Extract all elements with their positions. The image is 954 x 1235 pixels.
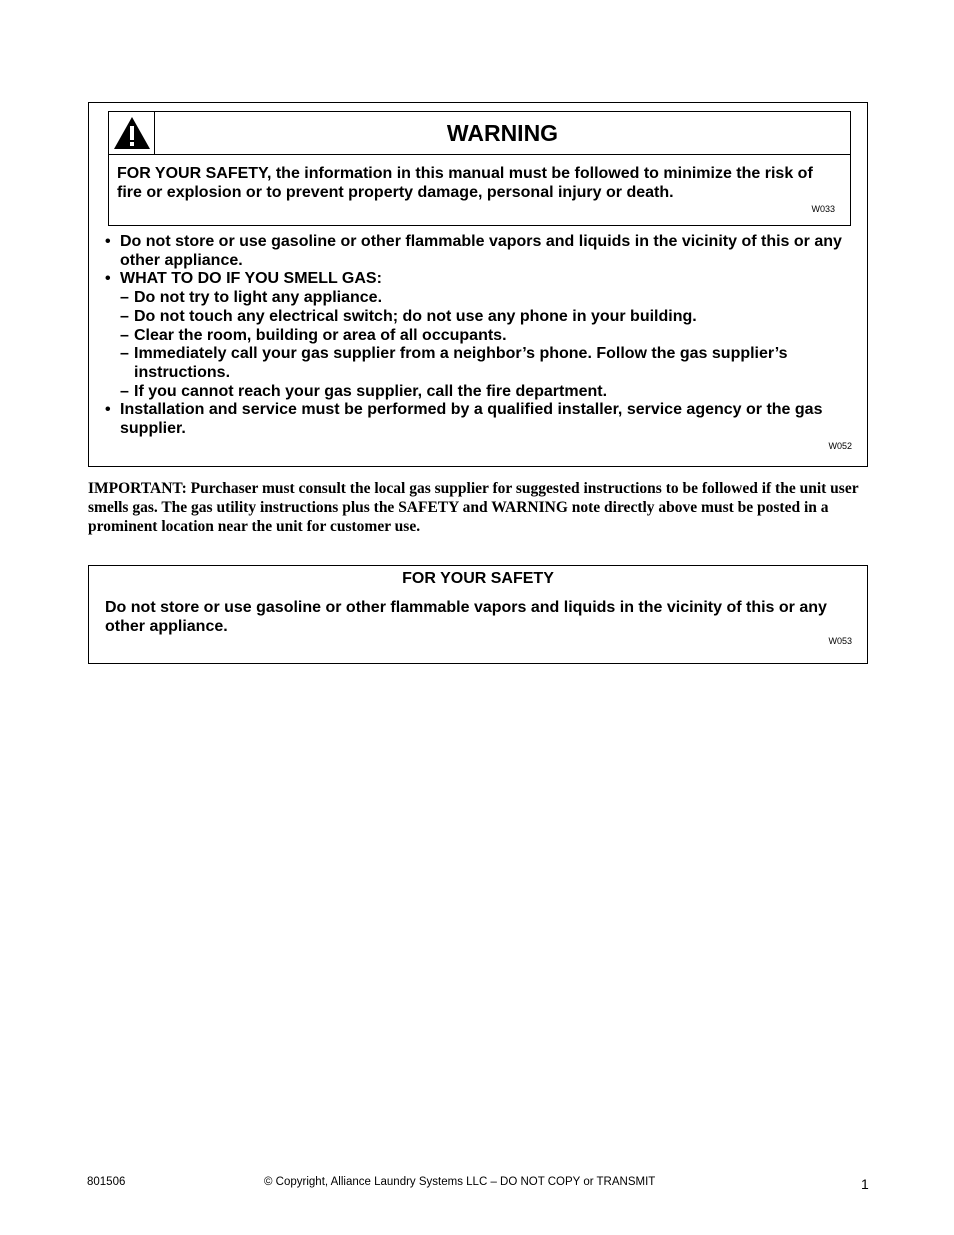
footer-doc-number: 801506	[87, 1176, 126, 1188]
footer-page-number: 1	[861, 1176, 869, 1192]
dash-mark: –	[120, 307, 129, 325]
bullet-mark: •	[105, 401, 111, 419]
warning-instructions-list	[103, 233, 853, 439]
bullet-mark: •	[105, 270, 111, 288]
warning-bullet-item	[103, 233, 853, 270]
important-note: IMPORTANT: Purchaser must consult the local gas supplier for suggested instructions to be followed if the unit user smells gas. The gas utility instructions plus the SAFETY and WARNING note directly above must be posted in a prominent location near the unit for customer use.	[88, 480, 859, 535]
warning-item-text: Do not store or use gasoline or other flammable vapors and liquids in the vicinity of this or any other appliance.	[120, 233, 842, 269]
warning-item-text: Installation and service must be performed by a qualified installer, service agency or the gas supplier.	[120, 401, 823, 438]
warning-item-text: If you cannot reach your gas supplier, call the fire department.	[134, 382, 608, 400]
safety-box	[88, 565, 868, 664]
warning-dash-item	[103, 327, 853, 346]
warning-dash-item	[103, 289, 853, 308]
warning-dash-item	[103, 345, 853, 382]
warning-item-text: Clear the room, building or area of all occupants.	[134, 326, 507, 344]
warning-title: WARNING	[446, 119, 559, 146]
warning-dash-item	[103, 383, 853, 402]
warning-bullet-item	[103, 270, 853, 289]
warning-dash-item	[103, 308, 853, 327]
warning-item-text: Do not try to light any appliance.	[134, 289, 383, 307]
footer-copyright: © Copyright, Alliance Laundry Systems LLC – DO NOT COPY or TRANSMIT	[264, 1176, 656, 1188]
safety-box-title: FOR YOUR SAFETY	[402, 570, 554, 587]
safety-box-text: Do not store or use gasoline or other flammable vapors and liquids in the vicinity of this or any other appliance.	[105, 599, 827, 635]
dash-mark: –	[120, 345, 129, 363]
warning-item-text: Do not touch any electrical switch; do not use any phone in your building.	[134, 307, 697, 325]
warning-list-code: W052	[828, 441, 852, 451]
warning-intro-code: W033	[811, 204, 835, 214]
warning-item-text: Immediately call your gas supplier from a neighbor’s phone. Follow the gas supplier’s instructions.	[134, 345, 788, 381]
dash-mark: –	[120, 289, 129, 307]
safety-box-code: W053	[828, 636, 852, 646]
warning-box	[88, 102, 868, 467]
dash-mark: –	[120, 382, 129, 400]
warning-icon-cell	[109, 112, 155, 154]
safety-intro-text: FOR YOUR SAFETY, the information in this manual must be followed to minimize the risk of fire or explosion or to prevent property damage, personal injury or death.	[117, 165, 813, 201]
warning-header	[109, 112, 850, 155]
warning-item-text: WHAT TO DO IF YOU SMELL GAS:	[120, 270, 382, 288]
exclamation-triangle-icon	[112, 115, 152, 151]
bullet-mark: •	[105, 233, 111, 250]
dash-mark: –	[120, 326, 129, 344]
warning-bullet-item	[103, 401, 853, 438]
warning-header-panel	[108, 111, 851, 226]
